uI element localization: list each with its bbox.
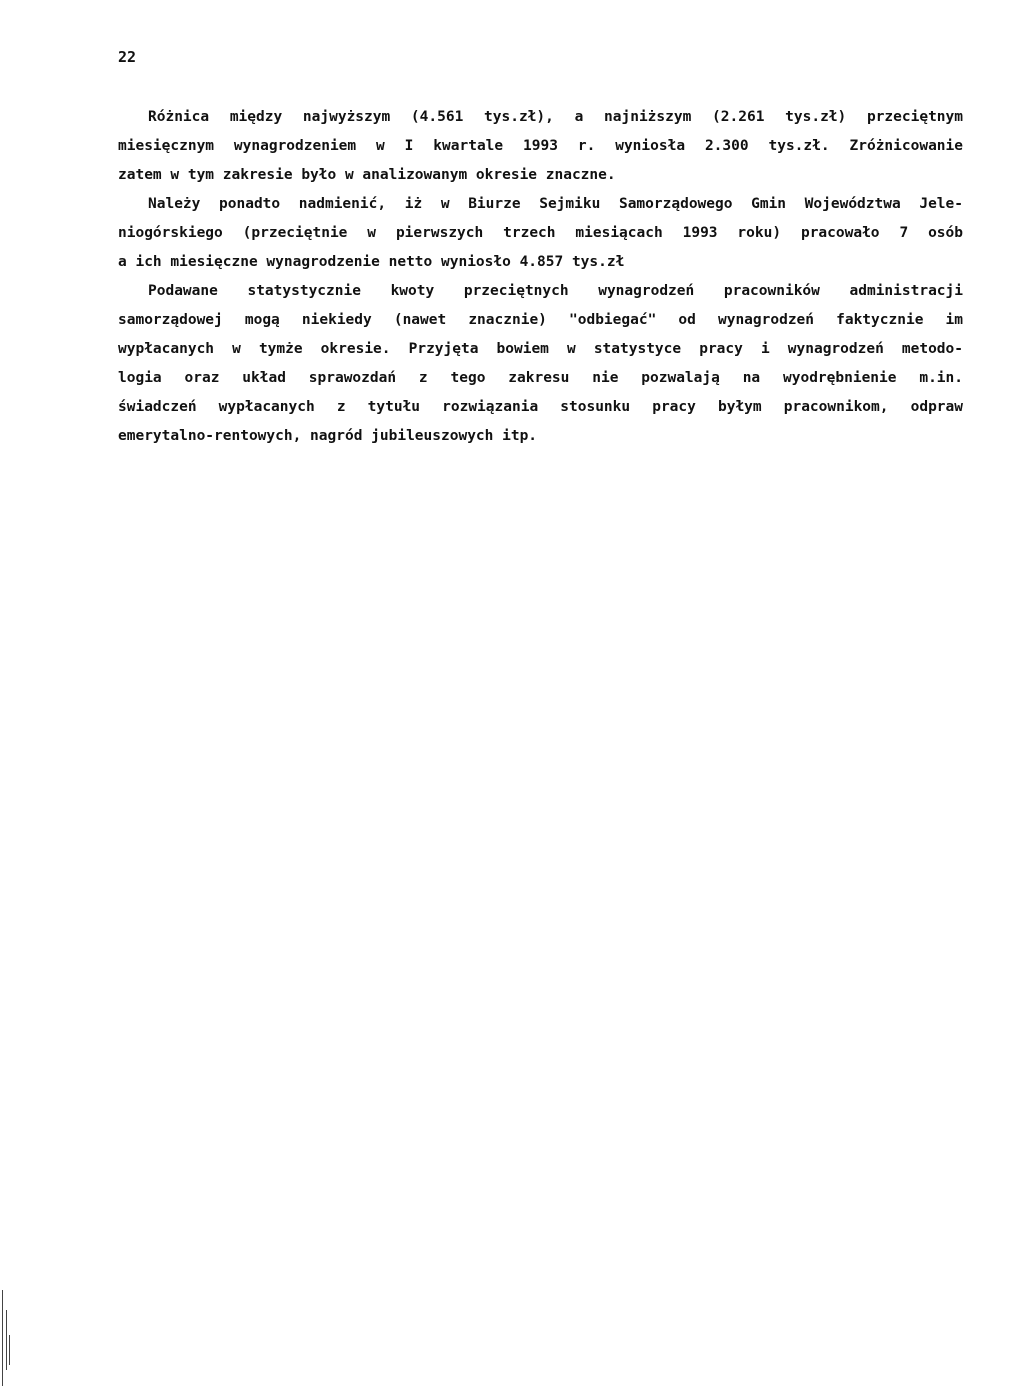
paragraph-3-line-2: samorządowej mogą niekiedy (nawet znacznie) "odbiegać" od wynagrodzeń faktycznie im <box>118 312 963 328</box>
scan-edge-marks <box>0 1290 12 1386</box>
paragraph-1-line-2: miesięcznym wynagrodzeniem w I kwartale 1993 r. wyniosła 2.300 tys.zł. Zróżnicowanie <box>118 138 963 154</box>
paragraph-3-line-5: świadczeń wypłacanych z tytułu rozwiązania stosunku pracy byłym pracownikom, odpraw <box>118 399 963 415</box>
paragraph-2-line-1: Należy ponadto nadmienić, iż w Biurze Sejmiku Samorządowego Gmin Województwa Jele- <box>148 196 963 212</box>
paragraph-3-line-3: wypłacanych w tymże okresie. Przyjęta bowiem w statystyce pracy i wynagrodzeń metodo- <box>118 341 963 357</box>
page-number: 22 <box>118 48 137 66</box>
paragraph-1-line-1: Różnica między najwyższym (4.561 tys.zł), a najniższym (2.261 tys.zł) przeciętnym <box>148 109 963 125</box>
body-text <box>118 103 963 451</box>
paragraph-1-line-3: zatem w tym zakresie było w analizowanym okresie znaczne. <box>118 167 616 183</box>
paragraph-2-line-2: niogórskiego (przeciętnie w pierwszych trzech miesiącach 1993 roku) pracowało 7 osób <box>118 225 963 241</box>
paragraph-3-line-4: logia oraz układ sprawozdań z tego zakresu nie pozwalają na wyodrębnienie m.in. <box>118 370 963 386</box>
paragraph-3-line-6: emerytalno-rentowych, nagród jubileuszowych itp. <box>118 428 538 444</box>
paragraph-3-line-1: Podawane statystycznie kwoty przeciętnych wynagrodzeń pracowników administracji <box>148 283 963 299</box>
paragraph-2-line-3: a ich miesięczne wynagrodzenie netto wyniosło 4.857 tys.zł <box>118 254 625 270</box>
